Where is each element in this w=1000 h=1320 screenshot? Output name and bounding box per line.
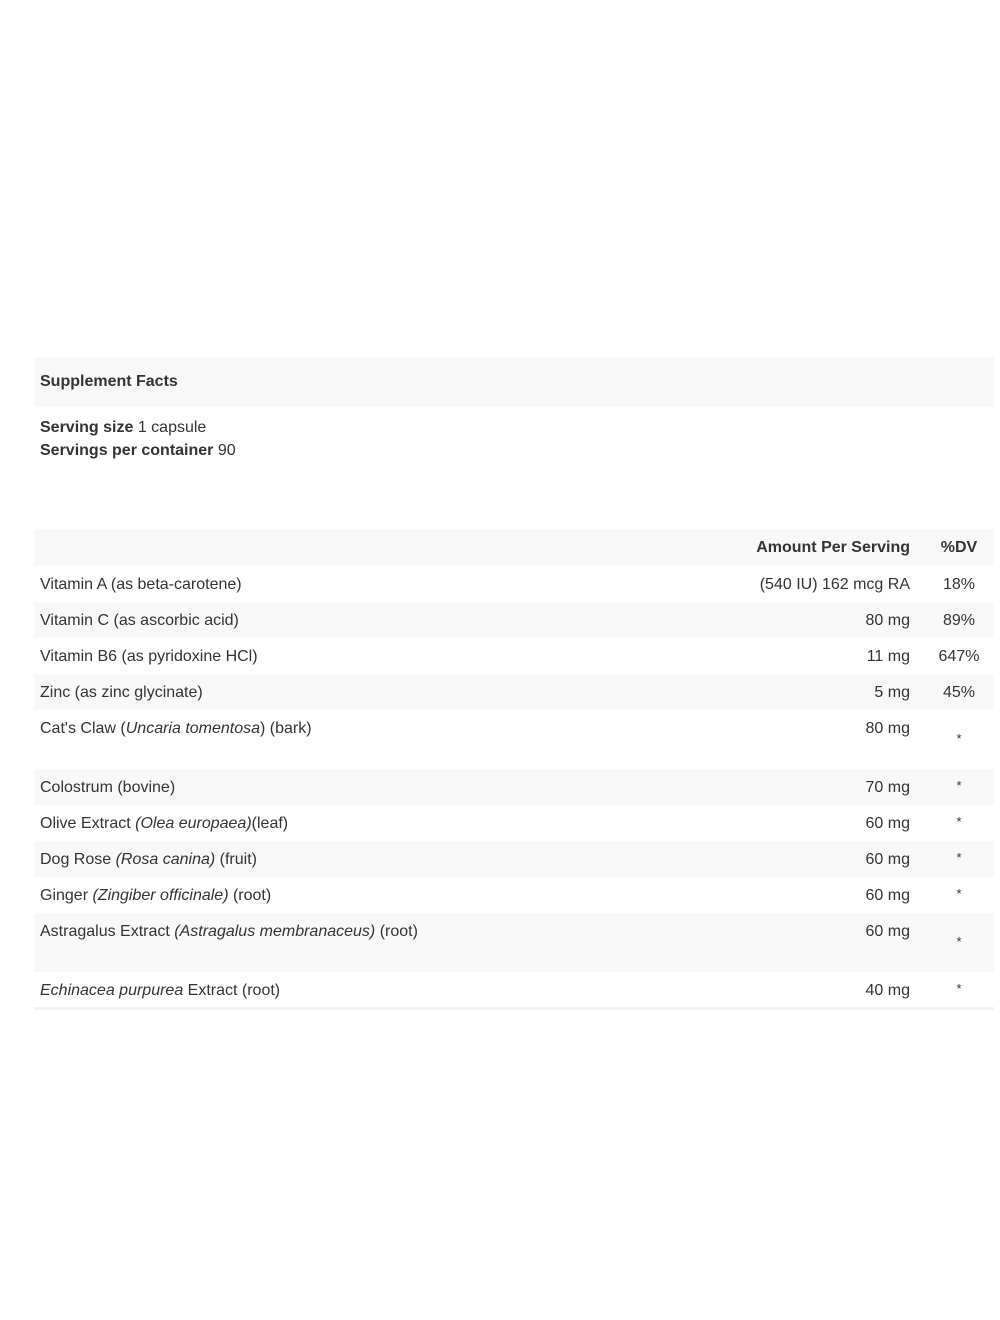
ingredient-name-text: Cat's Claw ( xyxy=(40,720,126,737)
ingredient-name xyxy=(34,972,738,1009)
ingredient-name-text: Zinc (as zinc glycinate) xyxy=(40,684,203,701)
ingredient-name xyxy=(34,566,738,602)
ingredient-name-suffix: (root) xyxy=(228,887,272,904)
ingredient-dv: 89% xyxy=(942,612,976,629)
ingredient-dv: * xyxy=(956,933,962,949)
ingredient-latin-name: (Zingiber officinale) xyxy=(92,887,229,904)
ingredient-name-text: Dog Rose xyxy=(40,851,116,868)
ingredient-name-suffix: Extract (root) xyxy=(183,982,281,999)
ingredient-name-suffix: (root) xyxy=(375,923,418,940)
ingredient-amount: 5 mg xyxy=(874,684,910,701)
ingredient-name-text: Ginger xyxy=(40,887,93,904)
servings-per-container-value: 90 xyxy=(213,442,236,459)
ingredient-amount: 40 mg xyxy=(865,982,910,999)
nutrient-table xyxy=(34,529,994,1010)
ingredient-name xyxy=(34,877,738,913)
ingredient-latin-name: (Olea europaea) xyxy=(135,815,252,832)
panel-title: Supplement Facts xyxy=(34,357,994,407)
ingredient-amount: (540 IU) 162 mcg RA xyxy=(759,576,910,593)
header-amount: Amount Per Serving xyxy=(756,538,910,556)
ingredient-amount: 80 mg xyxy=(865,720,910,737)
ingredient-amount: 60 mg xyxy=(865,887,910,904)
ingredient-dv: * xyxy=(956,886,962,901)
servings-per-container-label: Servings per container xyxy=(40,442,214,459)
ingredient-name-text: Vitamin A (as beta-carotene) xyxy=(40,576,242,593)
ingredient-latin-name: Uncaria tomentosa xyxy=(125,720,261,737)
table-row xyxy=(34,674,994,710)
ingredient-name-text: Colostrum (bovine) xyxy=(40,779,176,796)
ingredient-amount: 80 mg xyxy=(865,612,910,629)
table-body xyxy=(34,566,994,1009)
ingredient-name-text: Astragalus Extract xyxy=(40,923,175,940)
ingredient-latin-name: (Astragalus membranaceus) xyxy=(174,923,376,940)
ingredient-amount: 11 mg xyxy=(866,648,910,665)
table-row xyxy=(34,877,994,913)
ingredient-name xyxy=(34,674,738,710)
ingredient-dv: * xyxy=(956,980,962,996)
ingredient-name xyxy=(34,638,738,674)
table-header-row xyxy=(34,529,994,566)
ingredient-dv: * xyxy=(956,850,962,865)
ingredient-name xyxy=(34,841,738,877)
table-row xyxy=(34,805,994,841)
ingredient-dv: 45% xyxy=(942,684,976,701)
ingredient-dv: * xyxy=(956,814,962,829)
ingredient-name xyxy=(34,769,738,805)
ingredient-dv: * xyxy=(956,730,962,746)
ingredient-name-suffix: ) (bark) xyxy=(260,720,312,737)
ingredient-name xyxy=(34,805,738,841)
ingredient-name-text: Vitamin B6 (as pyridoxine HCl) xyxy=(40,648,258,665)
ingredient-latin-name: Echinacea purpurea xyxy=(40,982,184,999)
ingredient-amount: 70 mg xyxy=(865,779,910,796)
table-row xyxy=(34,841,994,877)
ingredient-name-suffix: (fruit) xyxy=(215,851,257,868)
ingredient-dv: * xyxy=(956,778,962,793)
ingredient-latin-name: (Rosa canina) xyxy=(115,851,216,868)
header-dv: %DV xyxy=(940,538,978,556)
table-row xyxy=(34,710,994,769)
table-row xyxy=(34,972,994,1009)
serving-info xyxy=(34,407,994,529)
table-row xyxy=(34,913,994,972)
ingredient-name-text: Olive Extract xyxy=(40,815,136,832)
ingredient-name xyxy=(34,710,738,769)
servings-per-container xyxy=(40,439,988,462)
ingredient-name xyxy=(34,913,738,972)
header-name xyxy=(34,529,738,566)
ingredient-amount: 60 mg xyxy=(865,923,910,940)
ingredient-name-suffix: (leaf) xyxy=(251,815,289,832)
table-row xyxy=(34,566,994,602)
serving-size-value: 1 capsule xyxy=(133,419,207,436)
ingredient-name-text: Vitamin C (as ascorbic acid) xyxy=(40,612,239,629)
ingredient-name xyxy=(34,602,738,638)
ingredient-dv: 18% xyxy=(942,576,976,593)
supplement-facts-panel xyxy=(34,357,994,1010)
table-row xyxy=(34,638,994,674)
serving-size-label: Serving size xyxy=(40,419,134,436)
ingredient-dv: 647% xyxy=(938,648,980,665)
ingredient-amount: 60 mg xyxy=(865,851,910,868)
table-row xyxy=(34,769,994,805)
ingredient-amount: 60 mg xyxy=(865,815,910,832)
serving-size xyxy=(40,416,988,439)
table-row xyxy=(34,602,994,638)
